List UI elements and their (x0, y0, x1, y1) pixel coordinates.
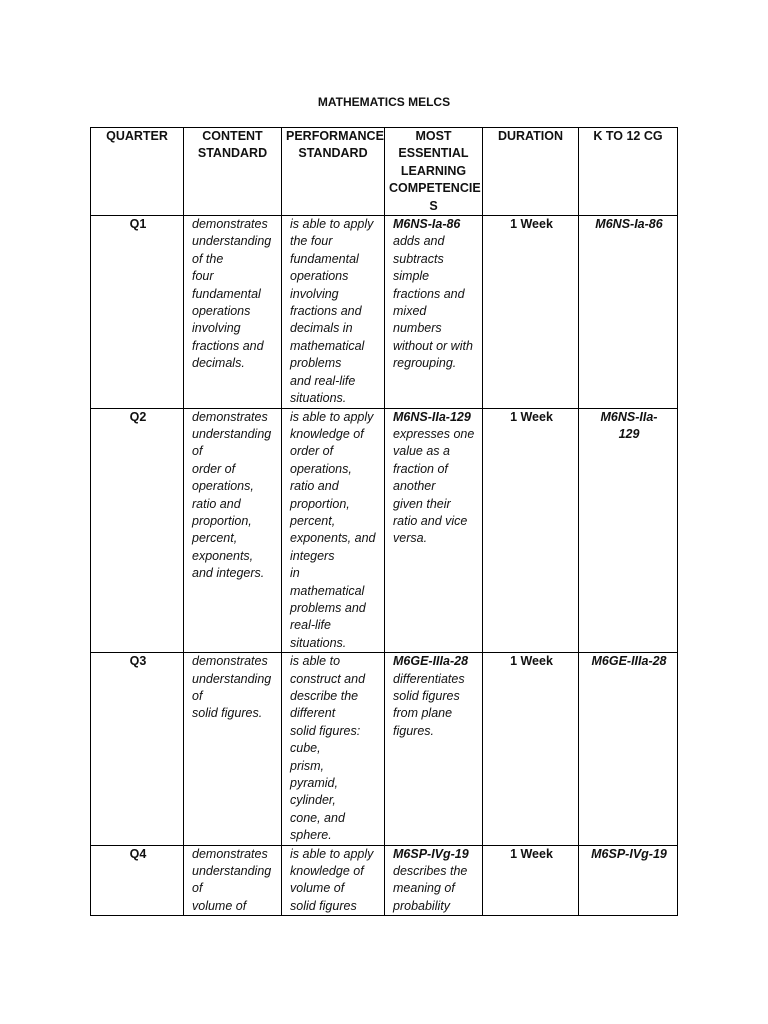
quarter-cell: Q1 (91, 216, 184, 408)
duration-cell: 1 Week (483, 653, 579, 845)
competency-text: expresses one value as a fraction of another given their ratio and vice versa. (393, 426, 475, 546)
learning-competency-cell (385, 216, 483, 408)
competency-code: M6NS-Ia-86 (393, 217, 461, 232)
document-title: MATHEMATICS MELCS (317, 95, 451, 109)
k-to-12-cg-cell: M6GE-IIIa-28 (579, 653, 678, 845)
header-most-essential-learning-competencies: MOST ESSENTIAL LEARNING COMPETENCIE S (385, 128, 483, 216)
k-to-12-cg-cell: M6NS-IIa- 129 (579, 408, 678, 653)
content-standard-cell: demonstrates understanding of order of operations, ratio and proportion, percent, exponents, and integers. (184, 408, 282, 653)
quarter-cell: Q3 (91, 653, 184, 845)
k-to-12-cg-cell: M6NS-Ia-86 (579, 216, 678, 408)
competency-code: M6GE-IIIa-28 (393, 654, 469, 669)
competency-text: differentiates solid figures from plane figures. (393, 671, 465, 738)
competency-text: adds and subtracts simple fractions and mixed numbers without or with regrouping. (393, 234, 473, 371)
content-standard-cell: demonstrates understanding of volume of (184, 845, 282, 916)
quarter-cell: Q4 (91, 845, 184, 916)
table-row (91, 653, 678, 845)
table-row (91, 408, 678, 653)
header-performance-standard: PERFORMANCE STANDARD (282, 128, 385, 216)
learning-competency-cell (385, 653, 483, 845)
duration-cell: 1 Week (483, 408, 579, 653)
learning-competency-cell (385, 845, 483, 916)
header-quarter: QUARTER (91, 128, 184, 216)
performance-standard-cell: is able to apply knowledge of order of operations, ratio and proportion, percent, exponents, and integers in mathematical problems and real-life situations. (282, 408, 385, 653)
performance-standard-cell: is able to apply knowledge of volume of solid figures (282, 845, 385, 916)
header-content-standard: CONTENT STANDARD (184, 128, 282, 216)
duration-cell: 1 Week (483, 216, 579, 408)
header-duration: DURATION (483, 128, 579, 216)
table-row (91, 845, 678, 916)
melcs-table (90, 127, 678, 916)
duration-cell: 1 Week (483, 845, 579, 916)
competency-code: M6SP-IVg-19 (393, 846, 469, 861)
learning-competency-cell (385, 408, 483, 653)
header-k-to-12-cg: K TO 12 CG (579, 128, 678, 216)
content-standard-cell: demonstrates understanding of the four fundamental operations involving fractions and decimals. (184, 216, 282, 408)
k-to-12-cg-cell: M6SP-IVg-19 (579, 845, 678, 916)
table-header-row (91, 128, 678, 216)
competency-text: describes the meaning of probability (393, 864, 468, 913)
content-standard-cell: demonstrates understanding of solid figures. (184, 653, 282, 845)
table-row (91, 216, 678, 408)
performance-standard-cell: is able to apply the four fundamental operations involving fractions and decimals in mathematical problems and real-life situations. (282, 216, 385, 408)
competency-code: M6NS-IIa-129 (393, 409, 471, 424)
quarter-cell: Q2 (91, 408, 184, 653)
performance-standard-cell: is able to construct and describe the different solid figures: cube, prism, pyramid, cylinder, cone, and sphere. (282, 653, 385, 845)
